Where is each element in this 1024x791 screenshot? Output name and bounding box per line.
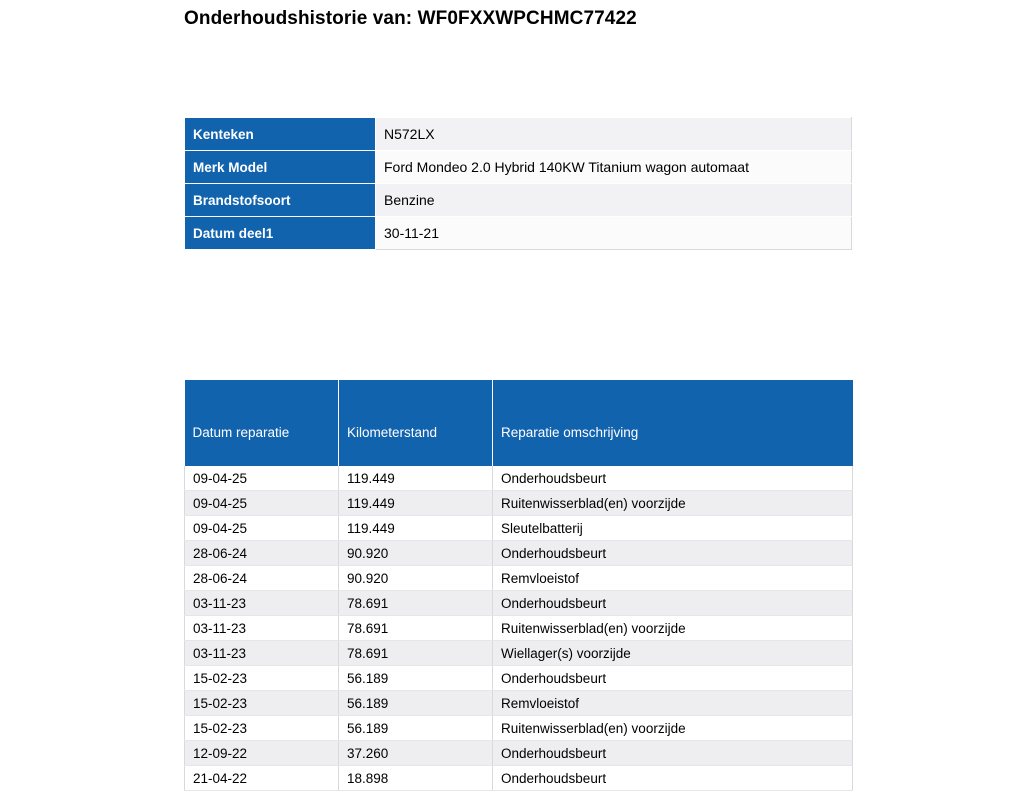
vehicle-info-value: N572LX (376, 118, 852, 151)
cell-mileage: 18.898 (339, 766, 493, 791)
maintenance-history-table (184, 380, 853, 791)
table-row (185, 118, 852, 151)
vehicle-info-value: Ford Mondeo 2.0 Hybrid 140KW Titanium wagon automaat (376, 151, 852, 184)
page-title: Onderhoudshistorie van: WF0FXXWPCHMC77422 (184, 8, 637, 29)
cell-description: Onderhoudsbeurt (493, 591, 853, 616)
cell-date: 15-02-23 (185, 666, 339, 691)
cell-mileage: 90.920 (339, 566, 493, 591)
table-row (185, 691, 853, 716)
table-row (185, 616, 853, 641)
cell-description: Onderhoudsbeurt (493, 466, 853, 491)
table-row (185, 641, 853, 666)
cell-date: 12-09-22 (185, 741, 339, 766)
cell-description: Wiellager(s) voorzijde (493, 641, 853, 666)
history-table-head (185, 380, 853, 466)
vehicle-info-table (184, 117, 852, 250)
cell-date: 21-04-22 (185, 766, 339, 791)
table-row (185, 566, 853, 591)
table-row (185, 591, 853, 616)
history-header-row (185, 380, 853, 466)
table-row (185, 666, 853, 691)
cell-description: Ruitenwisserblad(en) voorzijde (493, 716, 853, 741)
cell-description: Remvloeistof (493, 691, 853, 716)
cell-mileage: 119.449 (339, 516, 493, 541)
table-row (185, 516, 853, 541)
vehicle-info-value: 30-11-21 (376, 217, 852, 250)
table-row (185, 217, 852, 250)
cell-date: 15-02-23 (185, 691, 339, 716)
cell-mileage: 56.189 (339, 666, 493, 691)
cell-mileage: 90.920 (339, 541, 493, 566)
table-row (185, 741, 853, 766)
cell-date: 15-02-23 (185, 716, 339, 741)
table-row (185, 541, 853, 566)
table-row (185, 491, 853, 516)
table-row (185, 184, 852, 217)
vehicle-info-body (185, 118, 852, 250)
cell-date: 28-06-24 (185, 566, 339, 591)
cell-description: Remvloeistof (493, 566, 853, 591)
column-header-description: Reparatie omschrijving (493, 380, 853, 466)
cell-mileage: 119.449 (339, 491, 493, 516)
cell-date: 03-11-23 (185, 641, 339, 666)
cell-description: Onderhoudsbeurt (493, 741, 853, 766)
table-row (185, 151, 852, 184)
cell-mileage: 37.260 (339, 741, 493, 766)
cell-date: 03-11-23 (185, 591, 339, 616)
column-header-mileage: Kilometerstand (339, 380, 493, 466)
cell-date: 28-06-24 (185, 541, 339, 566)
cell-description: Onderhoudsbeurt (493, 766, 853, 791)
cell-mileage: 78.691 (339, 616, 493, 641)
cell-mileage: 78.691 (339, 591, 493, 616)
cell-description: Sleutelbatterij (493, 516, 853, 541)
vehicle-info-label: Datum deel1 (185, 217, 376, 250)
vehicle-info-label: Brandstofsoort (185, 184, 376, 217)
cell-date: 03-11-23 (185, 616, 339, 641)
column-header-date: Datum reparatie (185, 380, 339, 466)
cell-mileage: 56.189 (339, 691, 493, 716)
table-row (185, 716, 853, 741)
cell-description: Ruitenwisserblad(en) voorzijde (493, 491, 853, 516)
table-row (185, 766, 853, 791)
cell-date: 09-04-25 (185, 516, 339, 541)
vehicle-info-label: Kenteken (185, 118, 376, 151)
cell-mileage: 78.691 (339, 641, 493, 666)
vehicle-info-label: Merk Model (185, 151, 376, 184)
cell-date: 09-04-25 (185, 466, 339, 491)
cell-mileage: 119.449 (339, 466, 493, 491)
vehicle-info-value: Benzine (376, 184, 852, 217)
cell-mileage: 56.189 (339, 716, 493, 741)
history-table-body (185, 466, 853, 791)
cell-date: 09-04-25 (185, 491, 339, 516)
table-row (185, 466, 853, 491)
cell-description: Ruitenwisserblad(en) voorzijde (493, 616, 853, 641)
cell-description: Onderhoudsbeurt (493, 666, 853, 691)
cell-description: Onderhoudsbeurt (493, 541, 853, 566)
